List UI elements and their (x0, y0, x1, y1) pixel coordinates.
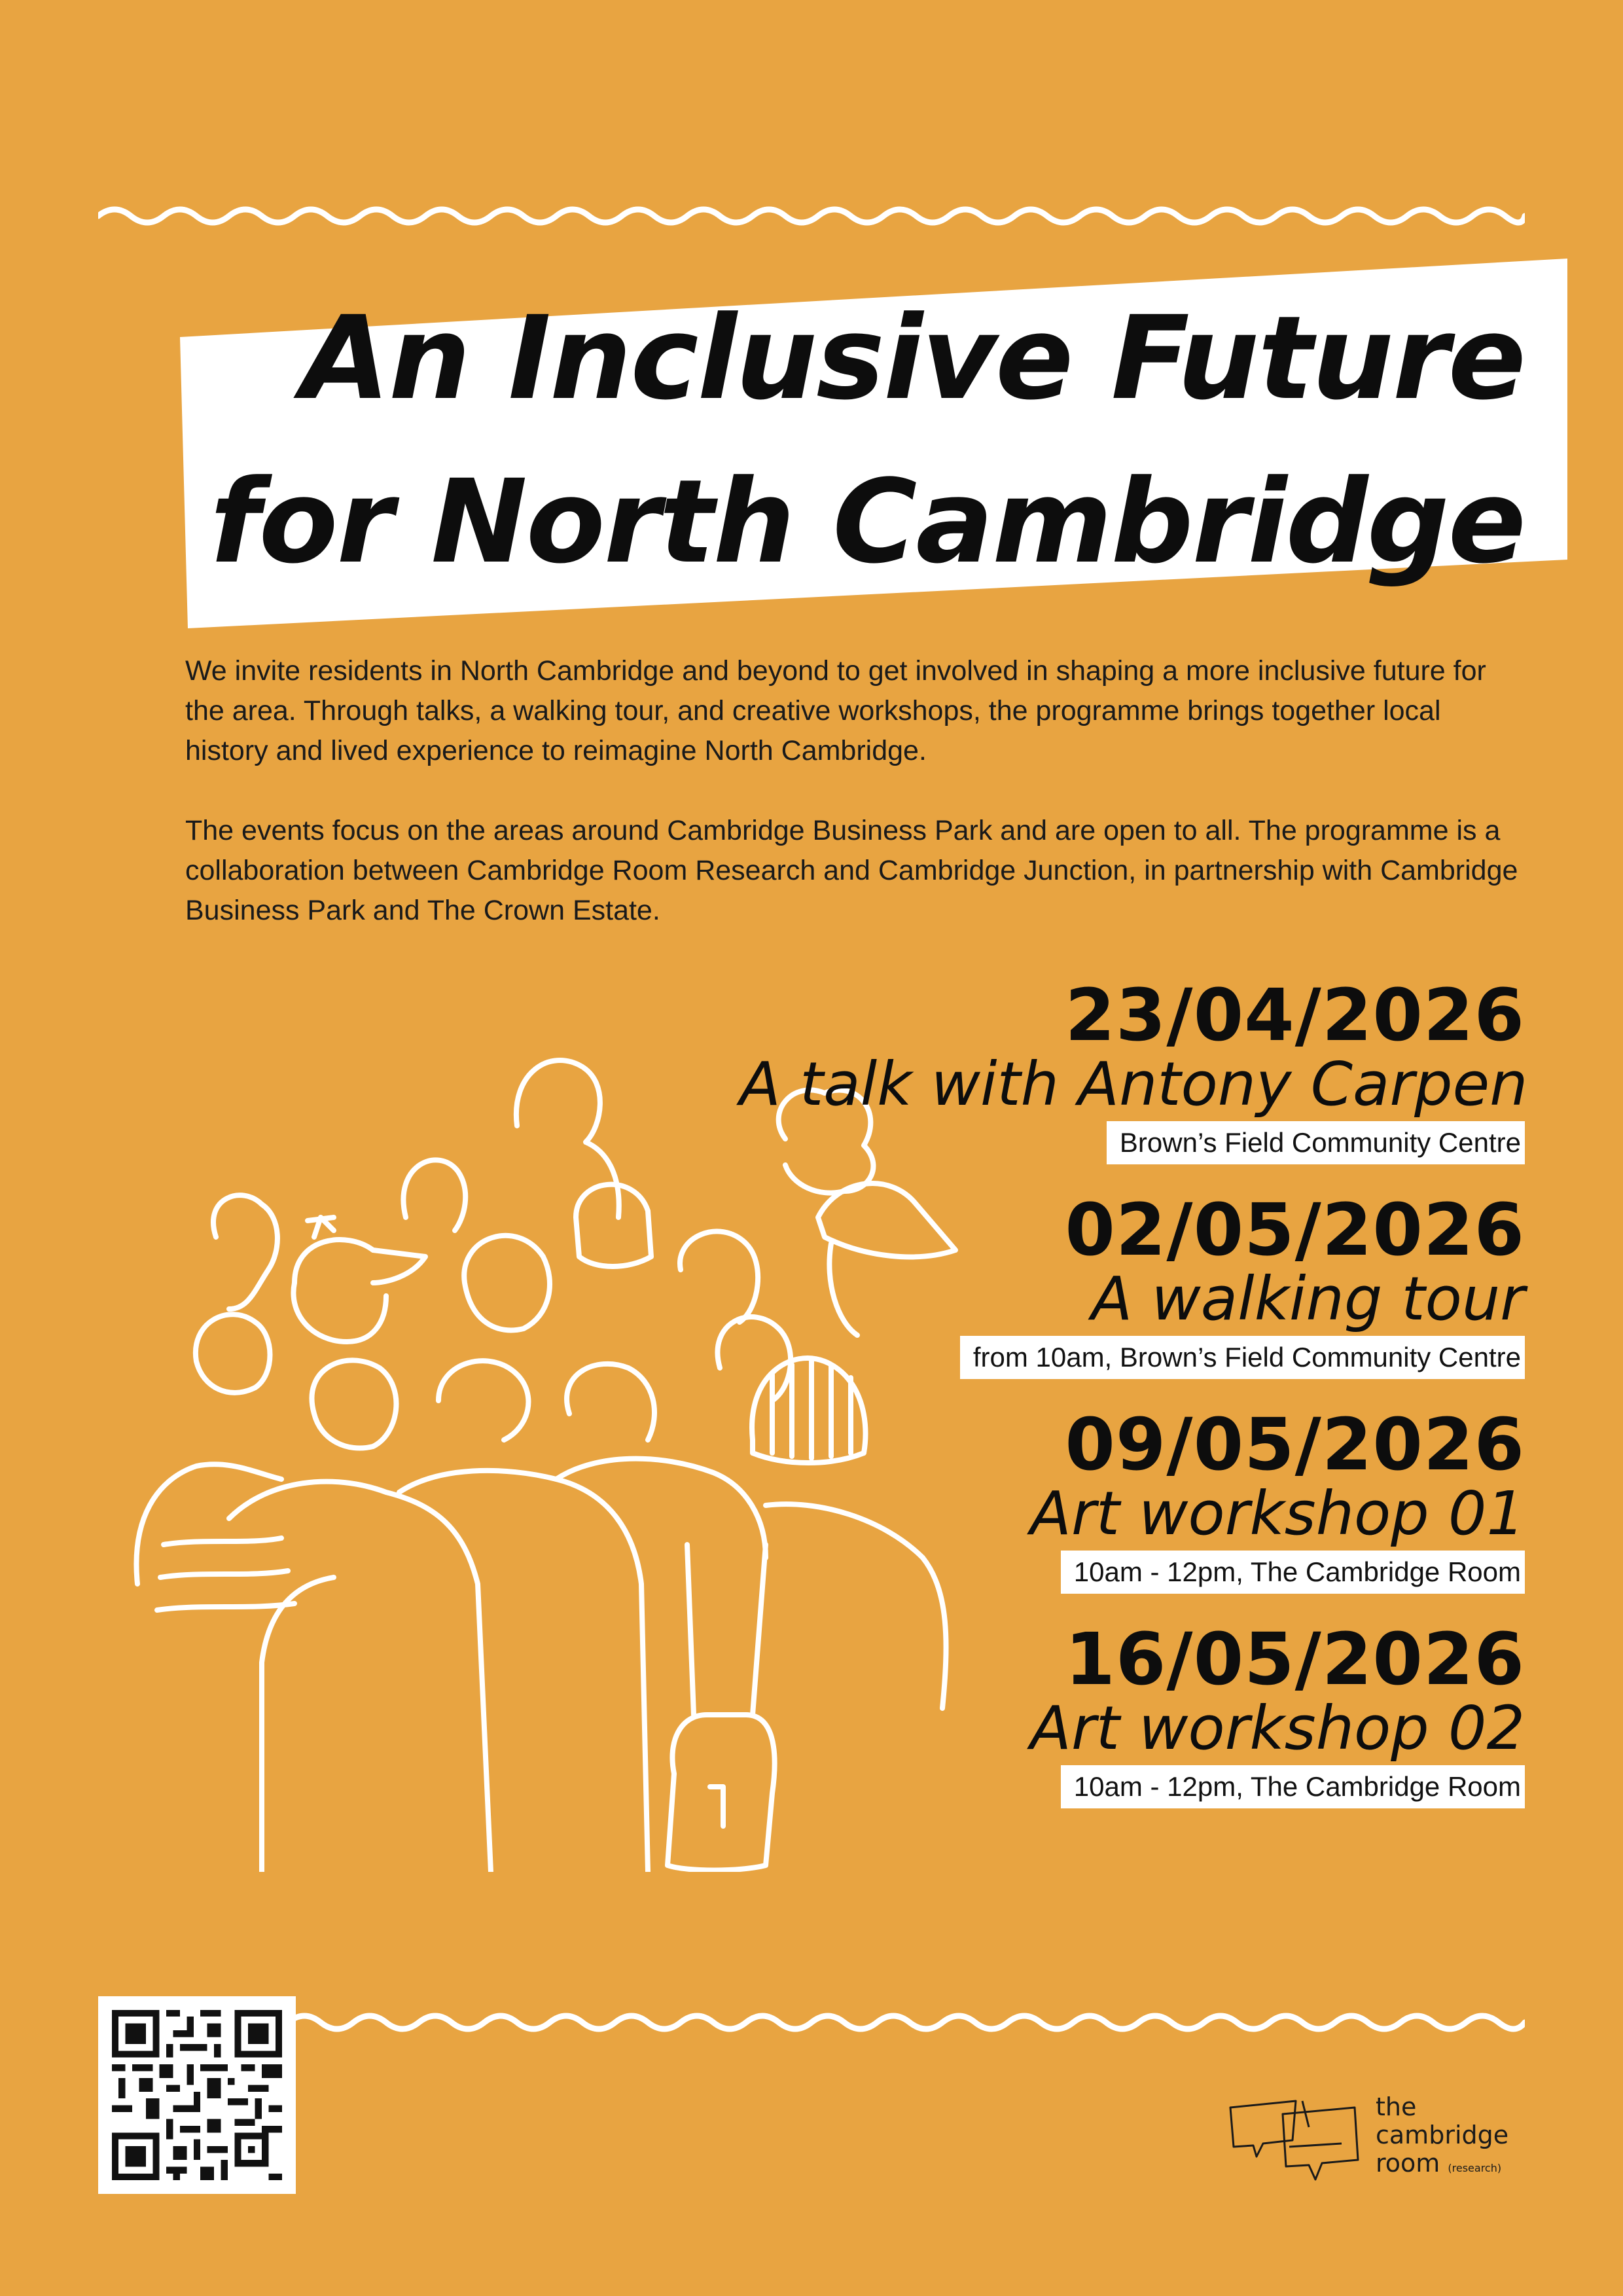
logo-text (1376, 2093, 1508, 2182)
qr-code[interactable] (98, 1996, 296, 2194)
speech-bubbles-icon (1224, 2088, 1368, 2193)
figure-cap (294, 1240, 425, 1283)
figure-front-1 (196, 1314, 270, 1393)
striped-shirt (157, 1538, 294, 1610)
event-location: Brown’s Field Community Centre (1107, 1121, 1525, 1164)
figure-mid-1 (464, 1236, 550, 1331)
figure-front-3 (438, 1361, 528, 1440)
event-item (740, 1188, 1525, 1379)
intro-paragraph-1: We invite residents in North Cambridge and beyond to get involved in shaping a more inclusive future for the area. Through talks, a walking tour, and creative workshops, the programme brings together local history and lived experience to reimagine North Cambridge. (185, 655, 1486, 766)
intro-text (185, 651, 1527, 971)
event-title: A walking tour (1091, 1264, 1525, 1334)
event-location: 10am - 12pm, The Cambridge Room (1061, 1551, 1525, 1594)
figure-front-4 (567, 1364, 654, 1440)
logo-suffix: (research) (1448, 2162, 1502, 2174)
events-list (740, 973, 1528, 1837)
logo-line-1: the (1376, 2092, 1417, 2121)
logo-word-room: room (1376, 2149, 1440, 2178)
event-item (740, 1403, 1525, 1594)
event-date: 23/04/2026 (1065, 973, 1525, 1057)
event-title: Art workshop 02 (1030, 1693, 1525, 1763)
title-banner (180, 259, 1567, 628)
event-location: from 10am, Brown’s Field Community Centre (960, 1336, 1525, 1379)
figure-back-2 (403, 1160, 465, 1230)
event-date: 16/05/2026 (1065, 1617, 1525, 1701)
event-title: A talk with Antony Carpen (740, 1049, 1528, 1119)
event-location: 10am - 12pm, The Cambridge Room (1061, 1765, 1525, 1808)
qr-code-icon (98, 1996, 296, 2194)
logo-line-3 (1376, 2149, 1508, 2182)
logo-line-2: cambridge (1376, 2121, 1509, 2149)
event-item (740, 1617, 1525, 1808)
page-title-line-1: An Inclusive Future (300, 291, 1525, 425)
figure-beanie (576, 1185, 651, 1266)
intro-paragraph-2: The events focus on the areas around Cambridge Business Park and are open to all. The programme is a collaboration between Cambridge Room Research and Cambridge Junction, in partnership with Cambridge Business Park and The Crown Estate. (185, 815, 1518, 926)
figure-back-1 (516, 1060, 619, 1217)
logo (1224, 2088, 1509, 2199)
propeller-icon (308, 1217, 334, 1237)
wavy-divider-top (98, 196, 1525, 236)
event-date: 02/05/2026 (1065, 1188, 1525, 1272)
event-item (740, 973, 1528, 1164)
figure-left (213, 1195, 277, 1309)
figure-front-2 (312, 1360, 396, 1448)
page-title-line-2: for North Cambridge (209, 455, 1525, 589)
event-date: 09/05/2026 (1065, 1403, 1525, 1486)
wavy-divider-bottom (288, 2003, 1525, 2042)
event-title: Art workshop 01 (1030, 1479, 1525, 1549)
